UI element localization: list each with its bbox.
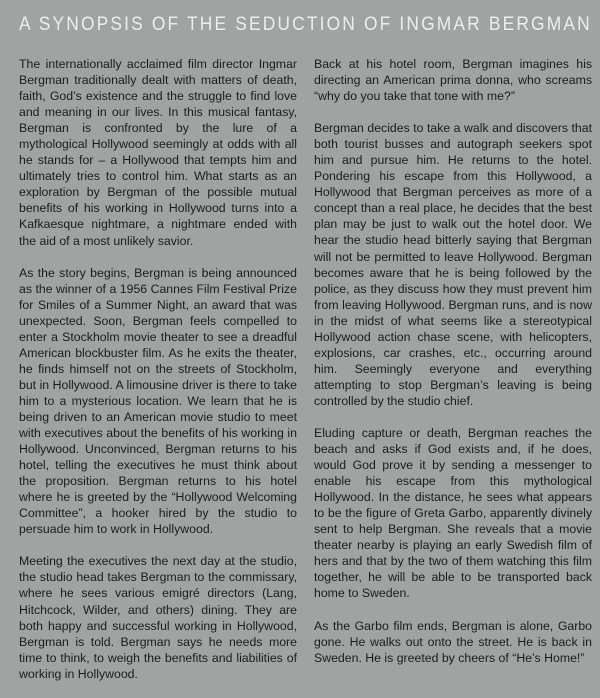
page-title: A SYNOPSIS OF THE SEDUCTION OF INGMAR BERGMAN [19, 12, 592, 35]
paragraph: Bergman decides to take a walk and discovers that both tourist busses and autograph seekers spot him and pursue him. He returns to the hotel. Pondering his escape from this Hollywood, a Hollywood that Bergman perceives as more of a concept than a real place, he decides that the best plan may be just to walk out the hotel door. We hear the studio head bitterly saying that Bergman will not be permitted to leave Hollywood. Bergman becomes aware that he is being followed by the police, as they discuss how they must prevent him from leaving Hollywood. Bergman runs, and is now in the midst of what seems like a stereotypical Hollywood action chase scene, with helicopters, explosions, car crashes, etc., occurring around him. Seemingly everyone and everything attempting to stop Bergman’s leaving is being controlled by the studio chief. [314, 121, 592, 408]
paragraph: As the story begins, Bergman is being announced as the winner of a 1956 Cannes Film Festival Prize for Smiles of a Summer Night, an award that was unexpected. Soon, Bergman feels compelled to enter a Stockholm movie theater to see a dreadful American blockbuster film. As he exits the theater, he finds himself not on the streets of Stockholm, but in Hollywood. A limousine driver is there to take him to a mysterious location. We learn that he is being driven to an American movie studio to meet with executives about the benefits of his working in Hollywood. Unconvinced, Bergman returns to his hotel, telling the executives he must think about the proposition. Bergman returns to his hotel where he is greeted by the “Hollywood Welcoming Committee”, a hooker hired by the studio to persuade him to work in Hollywood. [19, 265, 297, 537]
paragraph: The internationally acclaimed film director Ingmar Bergman traditionally dealt with matters of death, faith, God’s existence and the struggle to find love and meaning in our lives. In this musical fantasy, Bergman is confronted by the lure of a mythological Hollywood seemingly at odds with all he stands for – a Hollywood that tempts him and ultimately tries to control him. What starts as an exploration by Bergman of the possible mutual benefits of his working in Hollywood turns into a Kafkaesque nightmare, a nightmare ended with the aid of a most unlikely savior. [19, 57, 297, 248]
left-column [19, 56, 297, 698]
paragraph: As the Garbo film ends, Bergman is alone, Garbo gone. He walks out onto the street. He is back in Sweden. He is greeted by cheers of “He’s Home!” [314, 618, 592, 665]
paragraph: Back at his hotel room, Bergman imagines his directing an American prima donna, who screams “why do you take that tone with me?” [314, 57, 592, 104]
right-column [314, 56, 592, 682]
paragraph: Eluding capture or death, Bergman reaches the beach and asks if God exists and, if he does, would God prove it by sending a messenger to enable his escape from this mythological Hollywood. In the distance, he sees what appears to be the figure of Greta Garbo, apparently divinely sent to help Bergman. She reveals that a movie theater nearby is playing an early Swedish film of hers and that by the two of them watching this film together, he will be able to be transported back home to Sweden. [314, 425, 592, 601]
paragraph: Meeting the executives the next day at the studio, the studio head takes Bergman to the commissary, where he sees various emigré directors (Lang, Hitchcock, Wilder, and others) dining. They are both happy and successful working in Hollywood, Bergman is told. Bergman says he needs more time to think, to weigh the benefits and liabilities of working in Hollywood. [19, 554, 297, 681]
